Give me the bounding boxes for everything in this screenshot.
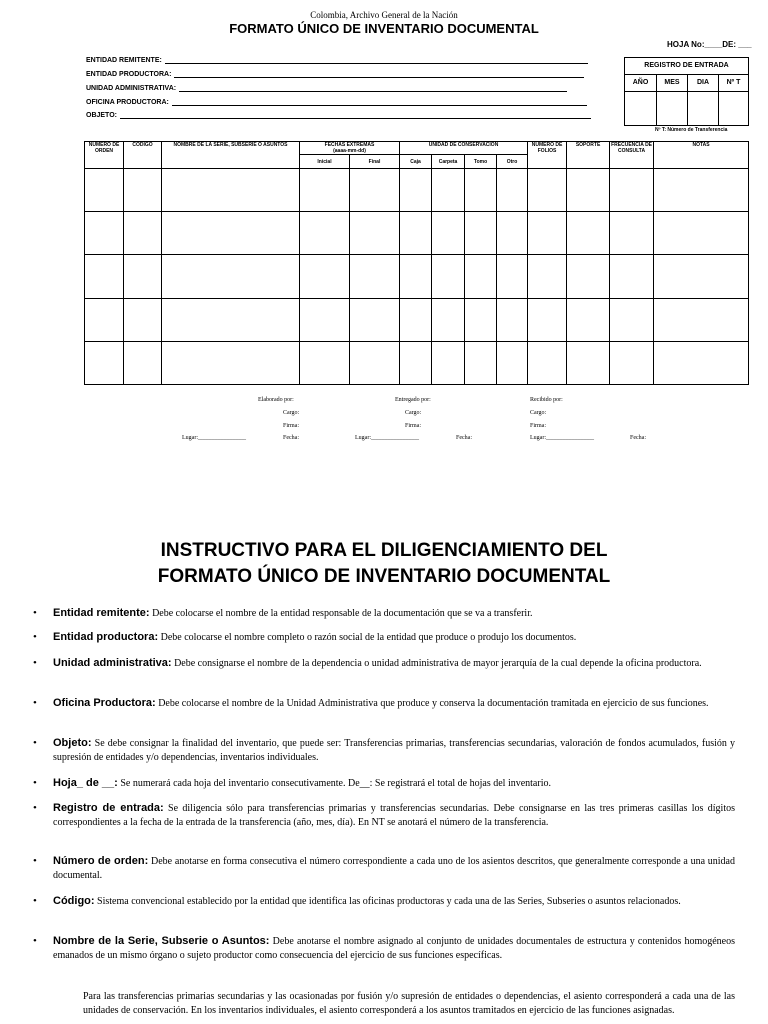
fechas-format-label: (aaaa-mm-dd) [333, 148, 366, 154]
registro-col-dia [688, 75, 719, 125]
instruction-desc: Sistema convencional establecido por la entidad que identifica las oficinas productoras y cada una de las Series, Subseries o asuntos relacionados. [94, 896, 681, 907]
registro-col-ano [625, 75, 657, 125]
instruction-term: Entidad remitente: [53, 607, 150, 619]
instruction-item [33, 802, 735, 829]
instruction-item [33, 895, 735, 909]
bullet-icon: • [33, 802, 37, 814]
instruction-item [33, 607, 735, 621]
instruction-desc: Debe colocarse el nombre completo o razón social de la entidad que produce o produjo los documentos. [158, 632, 577, 643]
field-label: UNIDAD ADMINISTRATIVA: [86, 85, 177, 92]
signature-entregado-role: Entregado por: [395, 397, 431, 403]
col-codigo: CODIGO [124, 142, 162, 169]
col-carpeta: Carpeta [432, 155, 465, 169]
field-line [174, 70, 584, 78]
instruction-desc: Debe colocarse el nombre de la entidad responsable de la documentación que se va a transferir. [149, 608, 533, 619]
field-entidad-productora [86, 70, 584, 78]
signature-entregado-cargo: Cargo: [405, 410, 422, 416]
instructivo-title [0, 538, 768, 590]
field-line [120, 111, 591, 119]
instruction-term: Registro de entrada: [53, 802, 164, 814]
form-title: FORMATO ÚNICO DE INVENTARIO DOCUMENTAL [229, 21, 539, 36]
instruction-item [33, 697, 735, 711]
instructivo-title-line1: INSTRUCTIVO PARA EL DILIGENCIAMIENTO DEL [160, 540, 608, 561]
field-label: OFICINA PRODUCTORA: [86, 99, 169, 106]
signature-entregado-fecha: Fecha: [456, 435, 472, 441]
col-notas: NOTAS [654, 142, 749, 169]
registro-title: REGISTRO DE ENTRADA [625, 58, 748, 75]
instruction-term: Número de orden: [53, 855, 149, 867]
instructivo-title-line2: FORMATO ÚNICO DE INVENTARIO DOCUMENTAL [157, 566, 611, 587]
signature-recibido-role: Recibido por: [530, 397, 563, 403]
field-line [179, 84, 567, 92]
registro-col-nt [719, 75, 748, 125]
page-counter: HOJA No:____DE: ___ [667, 40, 752, 49]
table-header-row [85, 142, 749, 155]
col-frecuencia-consulta: FRECUENCIA DE CONSULTA [610, 142, 654, 169]
document-source: Colombia, Archivo General de la Nación [310, 10, 458, 20]
col-soporte: SOPORTE [567, 142, 610, 169]
instruction-desc: Debe consignarse el nombre de la dependencia o unidad administrativa de mayor jerarquía de la cual depende la oficina productora. [171, 658, 702, 669]
instruction-desc: Debe anotarse el nombre asignado al conjunto de unidades documentales de estructura y contenidos homogéneos emanados de un mismo órgano o sujeto productor como consecuencia del ejercicio de sus funciones específicas. [53, 936, 735, 961]
bullet-icon: • [33, 777, 37, 789]
signature-elaborado-cargo: Cargo: [283, 410, 300, 416]
registro-col-mes [657, 75, 688, 125]
instruction-item [33, 657, 735, 671]
bullet-icon: • [33, 657, 37, 669]
signature-recibido-fecha: Fecha: [630, 435, 646, 441]
instruction-extra-paragraph: Para las transferencias primarias secundarias y las ocasionadas por fusión y/o supresión de entidades o dependencias, el asiento corresponderá a cada una de las unidades de conservación. En los inventarios individuales, el asiento corresponderá a los asuntos tramitados en ejercicio de las funciones asignadas. [83, 991, 735, 1016]
table-row [85, 255, 749, 298]
signature-entregado-lugar: Lugar:________________ [355, 435, 419, 441]
table-row [85, 298, 749, 341]
signature-entregado-firma: Firma: [405, 423, 421, 429]
signature-recibido-firma: Firma: [530, 423, 546, 429]
col-numero-orden: NUMERO DE ORDEN [85, 142, 124, 169]
col-fechas-extremas [300, 142, 400, 155]
instruction-term: Nombre de la Serie, Subserie o Asuntos: [53, 935, 270, 947]
registro-note: Nº T: Número de Transferencia [655, 127, 728, 133]
signature-recibido-cargo: Cargo: [530, 410, 547, 416]
signature-elaborado-lugar: Lugar:________________ [182, 435, 246, 441]
table-row [85, 169, 749, 212]
instruction-term: Código: [53, 895, 95, 907]
instruction-item [33, 737, 735, 764]
registro-col-label: AÑO [625, 75, 656, 92]
signature-elaborado-fecha: Fecha: [283, 435, 299, 441]
instruction-term: Objeto: [53, 737, 92, 749]
instruction-desc: Debe anotarse en forma consecutiva el número correspondiente a cada uno de los asientos descritos, que generalmente corresponde a una unidad documental. [53, 856, 735, 881]
table-row [85, 341, 749, 384]
instruction-term: Oficina Productora: [53, 697, 156, 709]
bullet-icon: • [33, 607, 37, 619]
instruction-desc: Se debe consignar la finalidad del inventario, que puede ser: Transferencias primarias, transferencias secundarias, valoración de fondos acumulados, fusión y supresión de entidades y/o dependencias, inventarios individuales. [53, 738, 735, 763]
instruction-term: Unidad administrativa: [53, 657, 172, 669]
col-unidad-conservacion: UNIDAD DE CONSERVACIÓN [400, 142, 528, 155]
field-line [165, 56, 588, 64]
registro-col-label: MES [657, 75, 687, 92]
registro-col-label: DIA [688, 75, 718, 92]
signature-elaborado-firma: Firma: [283, 423, 299, 429]
instruction-desc: Se numerará cada hoja del inventario consecutivamente. De__: Se registrará el total de hojas del inventario. [117, 778, 551, 789]
bullet-icon: • [33, 697, 37, 709]
col-numero-folios: NUMERO DE FOLIOS [528, 142, 567, 169]
instruction-item [33, 777, 735, 791]
instruction-term: Hoja_ de __: [53, 777, 118, 789]
col-final: Final [350, 155, 400, 169]
field-label: ENTIDAD REMITENTE: [86, 57, 162, 64]
instruction-item [33, 855, 735, 882]
col-tomo: Tomo [465, 155, 497, 169]
fechas-extremas-label: FECHAS EXTREMAS [324, 142, 375, 148]
col-otro: Otro [497, 155, 528, 169]
instruction-desc: Debe colocarse el nombre de la Unidad Administrativa que produce y conserva la documentación tramitada en ejercicio de sus funciones. [155, 698, 709, 709]
bullet-icon: • [33, 631, 37, 643]
bullet-icon: • [33, 935, 37, 947]
field-entidad-remitente [86, 56, 588, 64]
instruction-term: Entidad productora: [53, 631, 159, 643]
registro-col-label: Nº T [719, 75, 748, 92]
signature-elaborado-role: Elaborado por: [258, 397, 294, 403]
instruction-item [33, 631, 735, 645]
col-inicial: Inicial [300, 155, 350, 169]
bullet-icon: • [33, 855, 37, 867]
table-row [85, 212, 749, 255]
field-objeto [86, 111, 591, 119]
field-label: ENTIDAD PRODUCTORA: [86, 71, 172, 78]
field-oficina-productora [86, 98, 587, 106]
col-nombre-serie: NOMBRE DE LA SERIE, SUBSERIE O ASUNTOS [162, 142, 300, 169]
signature-recibido-lugar: Lugar:________________ [530, 435, 594, 441]
bullet-icon: • [33, 895, 37, 907]
col-caja: Caja [400, 155, 432, 169]
inventory-table [84, 141, 749, 385]
field-label: OBJETO: [86, 112, 117, 119]
field-line [172, 98, 587, 106]
instruction-item [33, 935, 735, 962]
registro-entrada-box [624, 57, 749, 126]
instruction-desc: Se diligencia sólo para transferencias primarias y transferencias secundarias. Debe consignarse en las tres primeras casillas los dígitos correspondientes a la fecha de la entrada de la transferencia (año, mes, día). En NT se anotará el número de la transferencia. [53, 803, 735, 828]
bullet-icon: • [33, 737, 37, 749]
field-unidad-administrativa [86, 84, 567, 92]
